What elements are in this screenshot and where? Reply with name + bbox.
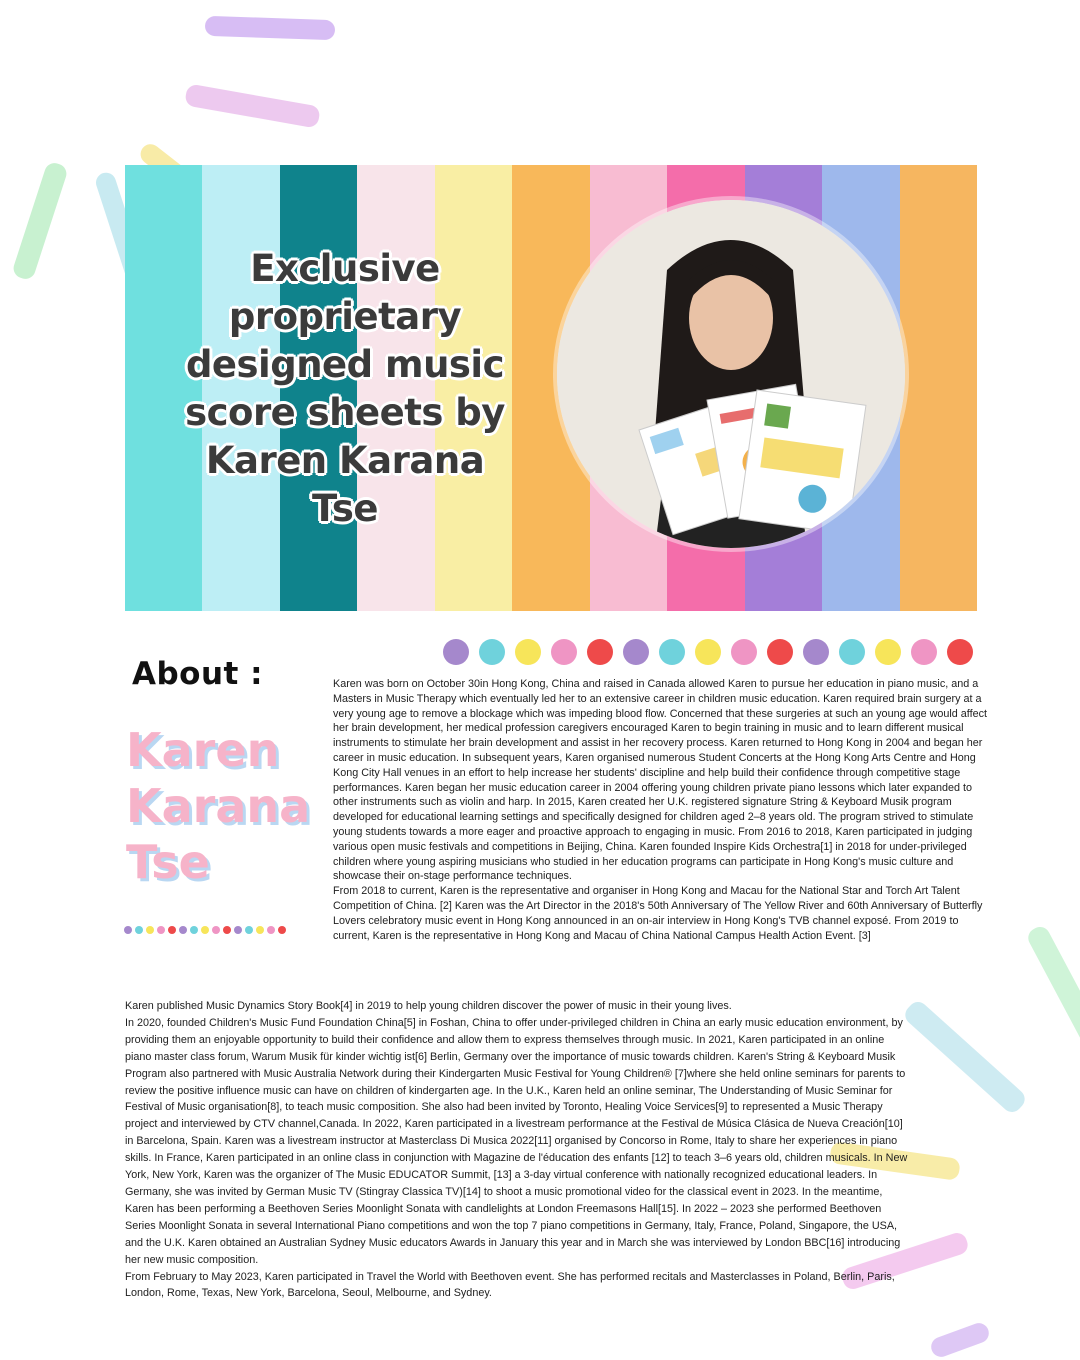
decorative-dot [223, 926, 231, 934]
decorative-dot [179, 926, 187, 934]
decorative-dot [695, 639, 721, 665]
decorative-dot [551, 639, 577, 665]
confetti-stroke [901, 998, 1029, 1116]
hero-title: Exclusive proprietary designed music score sheets by Karen Karana Tse [185, 247, 505, 530]
decorative-dot [731, 639, 757, 665]
confetti-stroke [205, 16, 336, 41]
decorative-dot [911, 639, 937, 665]
banner-stripe [900, 165, 977, 611]
decorative-dot [803, 639, 829, 665]
decorative-dot [234, 926, 242, 934]
decorative-dot [623, 639, 649, 665]
decorative-dot [875, 639, 901, 665]
bio-section-1 [333, 677, 995, 943]
decorative-dot [135, 926, 143, 934]
decorative-dot [168, 926, 176, 934]
confetti-stroke [928, 1320, 991, 1359]
decorative-dot [245, 926, 253, 934]
bio-paragraph: Karen was born on October 30in Hong Kong, China and raised in Canada allowed Karen to pursue her education in piano music, and a Masters in Music Therapy which eventually led her to an extensive career in children music education. Karen required brain surgery at a very young age to remove a blockage which was impeding blood flow. Concerned that these surgeries at such an young age would affect her brain development, her medical profession caregivers encouraged Karen to begin training in music and to learn different musical instruments to stimulate her brain development and assist in her recovery process. Karen returned to Hong Kong in 2004 and began her career in music education. In subsequent years, Karen organised numerous Student Concerts at the Hong Kong Arts Centre and Hong Kong City Hall venues in an effort to help increase her students' discipline and help build their confidence through competitive stage performances. Karen began her music education career in 2004 offering young children private piano lessons which later expanded to other instruments such as violin and harp. In 2015, Karen created her U.K. registered signature String & Keyboard Musik program developed for educational learning settings and specifically designed for children aged 2–8 years old. The program strived to stimulate young students towards a more eager and proactive approach to engaging in music. From 2016 to 2018, Karen participated in judging various open music festivals and competitions in Beijing, China. Karen founded Inspire Kids Orchestra[1] in 2018 for under-privileged children where young aspiring musicians who studied in her education programs can participate in Hong Kong's music culture and showcase their on-stage performance techniques. [333, 678, 988, 883]
decorative-dots-row [443, 639, 973, 665]
decorative-dot [767, 639, 793, 665]
decorative-dot [267, 926, 275, 934]
bio-paragraph: Karen published Music Dynamics Story Book[4] in 2019 to help young children discover the power of music in their young lives. [125, 1000, 732, 1012]
confetti-stroke [11, 161, 69, 282]
name-line: Karana [126, 779, 311, 833]
decorative-dot [256, 926, 264, 934]
decorative-dot [190, 926, 198, 934]
decorative-dot [146, 926, 154, 934]
about-heading: About : [132, 656, 264, 692]
decorative-dot [278, 926, 286, 934]
decorative-small-dots [124, 926, 286, 934]
bio-paragraph: From 2018 to current, Karen is the representative and organiser in Hong Kong and Macau for the National Star and Torch Art Talent Competition of China. [2] Karen was the Art Director in the 2018's 50th Anniversary of The Yellow River and 60th Anniversary of Butterfly Lovers celebratory music event in Hong Kong announced in an on-air interview in Hong Kong's TVB channel exposé. From 2019 to current, Karen is the representative in Hong Kong and Macau of China National Campus Health Action Event. [3] [333, 885, 983, 942]
name-heading [126, 722, 326, 890]
portrait-illustration [557, 200, 905, 548]
decorative-dot [124, 926, 132, 934]
portrait-photo [557, 200, 905, 548]
bio-paragraph: From February to May 2023, Karen participated in Travel the World with Beethoven event. She has performed recitals and Masterclasses in Poland, Berlin, Paris, London, Rome, Texas, New York, Barcelona, Seoul, Melbourne, and Sydney. [125, 1270, 895, 1300]
decorative-dot [201, 926, 209, 934]
decorative-dot [157, 926, 165, 934]
confetti-stroke [184, 83, 321, 128]
name-line: Karen [126, 723, 280, 777]
decorative-dot [443, 639, 469, 665]
decorative-dot [515, 639, 541, 665]
decorative-dot [212, 926, 220, 934]
decorative-dot [947, 639, 973, 665]
decorative-dot [839, 639, 865, 665]
decorative-dot [659, 639, 685, 665]
confetti-stroke [1025, 923, 1080, 1048]
decorative-dot [479, 639, 505, 665]
decorative-dot [587, 639, 613, 665]
bio-paragraph: In 2020, founded Children's Music Fund Foundation China[5] in Foshan, China to offer under-privileged children in China an early music education environment, by providing them an enjoyable opportunity to build their confidence and allow them to express themselves through music. In 2021, Karen participated in an online piano master class forum, Warum Musik für kinder wichtig ist[6] Berlin, Germany over the importance of music towards children. Karen's String & Keyboard Musik Program also partnered with Music Australia Network during their Kindergarten Music Festival for Young Children® [7]where she held online seminars for parents to review the positive influence music can have on children of kindergarten age. In the U.K., Karen held an online seminar, The Understanding of Music Seminar for Festival of Music organisation[8], to teach music composition. She also had been invited by Toronto, Healing Voice Services[9] to represented a Music Therapy project and interviewed by CTV channel,Canada. In 2022, Karen participated in a livestream performance at the Festival de Música Clásica de Nueva Creación[10] in Barcelona, Spain. Karen was a livestream instructor at Masterclass Di Musica 2022[11] organised by Concorso in Rome, Italy to share her experiences in piano skills. In France, Karen participated in an online class in conjunction with Magazine de l'éducation des enfants [12] to teach 3–6 years old, children musicals. In New York, New York, Karen was the organizer of The Music EDUCATOR Summit, [13] a 3-day virtual conference with nationally recognized educational leaders. In Germany, she was invited by German Music TV (Stingray Classica TV)[14] to shoot a music promotional video for the classical event in 2023. In the meantime, Karen has been performing a Beethoven Series Moonlight Sonata with candlelights at London Freemasons Hall[15]. In 2022 – 2023 she performed Beethoven Series Moonlight Sonata in several International Piano competitions and won the top 7 piano competitions in Germany, Italy, France, Poland, Singapore, the USA, and the U.K. Karen obtained an Australian Sydney Music educators Awards in January this year and in March she was interviewed by London BBC[16] introducing her new music composition. [125, 1016, 908, 1266]
bio-section-2 [125, 998, 913, 1302]
name-line: Tse [126, 835, 210, 889]
